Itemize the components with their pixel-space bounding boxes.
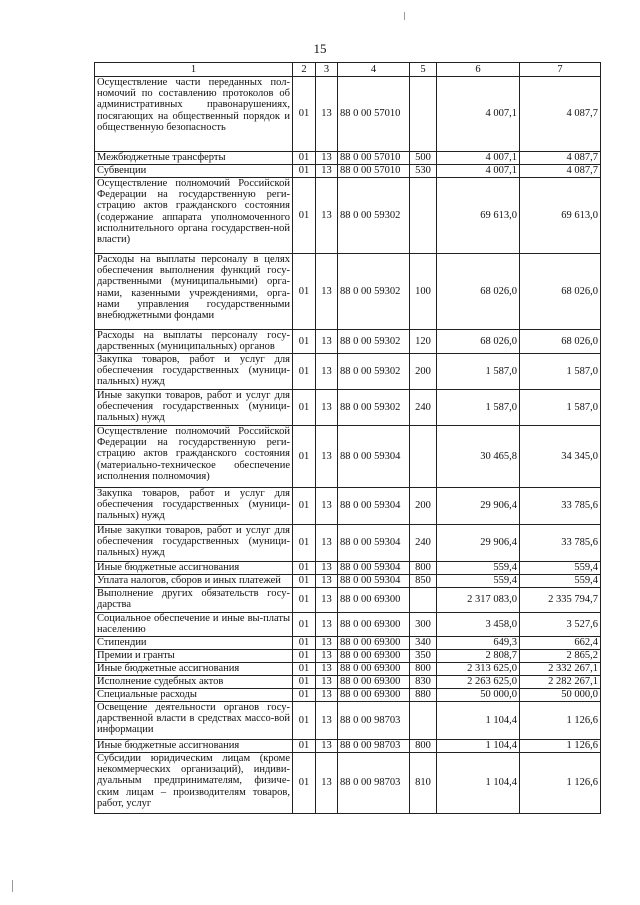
table-row [95, 613, 601, 637]
row-amount-year2: 33 785,6 [520, 488, 601, 525]
row-amount-year2: 2 332 267,1 [520, 663, 601, 676]
row-subsection: 13 [316, 702, 338, 740]
row-expense-type: 300 [410, 613, 437, 637]
row-amount-year1: 2 313 625,0 [437, 663, 520, 676]
row-subsection: 13 [316, 676, 338, 689]
row-target-article: 88 0 00 59304 [338, 488, 410, 525]
table-row [95, 575, 601, 588]
row-expense-type: 200 [410, 488, 437, 525]
row-amount-year2: 1 126,6 [520, 740, 601, 753]
row-amount-year2: 1 587,0 [520, 390, 601, 426]
row-section: 01 [293, 488, 316, 525]
row-amount-year1: 69 613,0 [437, 178, 520, 254]
table-row [95, 354, 601, 390]
row-subsection: 13 [316, 426, 338, 488]
table-row [95, 637, 601, 650]
row-expense-type [410, 702, 437, 740]
row-section: 01 [293, 77, 316, 152]
table-row [95, 562, 601, 575]
row-target-article: 88 0 00 59304 [338, 562, 410, 575]
row-target-article: 88 0 00 59302 [338, 354, 410, 390]
row-amount-year1: 2 317 083,0 [437, 588, 520, 613]
row-name: Иные бюджетные ассигнования [95, 663, 293, 676]
row-target-article: 88 0 00 59304 [338, 575, 410, 588]
table-row [95, 426, 601, 488]
row-target-article: 88 0 00 69300 [338, 613, 410, 637]
scan-speck [12, 880, 13, 892]
row-amount-year1: 4 007,1 [437, 165, 520, 178]
column-header-5: 5 [410, 63, 437, 77]
row-amount-year2: 2 865,2 [520, 650, 601, 663]
row-expense-type [410, 426, 437, 488]
row-section: 01 [293, 165, 316, 178]
row-section: 01 [293, 676, 316, 689]
row-section: 01 [293, 637, 316, 650]
row-amount-year2: 662,4 [520, 637, 601, 650]
row-subsection: 13 [316, 152, 338, 165]
row-name: Иные закупки товаров, работ и услуг для обеспечения государственных (муници-пальных) нужд [95, 390, 293, 426]
row-name: Иные бюджетные ассигнования [95, 562, 293, 575]
row-section: 01 [293, 390, 316, 426]
row-section: 01 [293, 254, 316, 330]
row-subsection: 13 [316, 588, 338, 613]
row-subsection: 13 [316, 390, 338, 426]
row-amount-year2: 50 000,0 [520, 689, 601, 702]
row-amount-year1: 4 007,1 [437, 77, 520, 152]
row-expense-type [410, 178, 437, 254]
row-expense-type: 830 [410, 676, 437, 689]
row-expense-type [410, 77, 437, 152]
row-amount-year2: 33 785,6 [520, 525, 601, 562]
row-section: 01 [293, 426, 316, 488]
row-expense-type: 530 [410, 165, 437, 178]
table-row [95, 488, 601, 525]
row-amount-year1: 4 007,1 [437, 152, 520, 165]
row-subsection: 13 [316, 650, 338, 663]
row-subsection: 13 [316, 637, 338, 650]
table-row [95, 702, 601, 740]
row-expense-type: 340 [410, 637, 437, 650]
row-section: 01 [293, 330, 316, 354]
row-amount-year2: 2 335 794,7 [520, 588, 601, 613]
row-amount-year1: 559,4 [437, 575, 520, 588]
row-target-article: 88 0 00 98703 [338, 740, 410, 753]
table-row [95, 152, 601, 165]
row-subsection: 13 [316, 165, 338, 178]
column-header-2: 2 [293, 63, 316, 77]
row-target-article: 88 0 00 59304 [338, 525, 410, 562]
row-target-article: 88 0 00 69300 [338, 650, 410, 663]
table-row [95, 77, 601, 152]
row-amount-year2: 4 087,7 [520, 165, 601, 178]
row-target-article: 88 0 00 69300 [338, 676, 410, 689]
row-amount-year2: 3 527,6 [520, 613, 601, 637]
row-amount-year2: 1 587,0 [520, 354, 601, 390]
row-target-article: 88 0 00 59302 [338, 330, 410, 354]
row-name: Закупка товаров, работ и услуг для обеспечения государственных (муници-пальных) нужд [95, 488, 293, 525]
row-expense-type: 350 [410, 650, 437, 663]
row-subsection: 13 [316, 254, 338, 330]
row-name: Расходы на выплаты персоналу в целях обеспечения выполнения функций госу-дарственными (муниципальными) орга-нами, казенными учреждениями, орга-нами управления государственными внебюджетными фондами [95, 254, 293, 330]
row-amount-year2: 68 026,0 [520, 330, 601, 354]
table-row [95, 588, 601, 613]
row-amount-year2: 4 087,7 [520, 77, 601, 152]
row-name: Премии и гранты [95, 650, 293, 663]
row-amount-year1: 559,4 [437, 562, 520, 575]
row-amount-year1: 30 465,8 [437, 426, 520, 488]
table-row [95, 650, 601, 663]
row-name: Исполнение судебных актов [95, 676, 293, 689]
row-subsection: 13 [316, 575, 338, 588]
row-amount-year2: 1 126,6 [520, 702, 601, 740]
row-amount-year1: 1 587,0 [437, 390, 520, 426]
row-target-article: 88 0 00 69300 [338, 689, 410, 702]
row-expense-type: 880 [410, 689, 437, 702]
row-name: Специальные расходы [95, 689, 293, 702]
row-name: Стипендии [95, 637, 293, 650]
row-name: Осуществление части переданных пол-номочий по составлению протоколов об административных правонарушениях, посягающих на общественный порядок и общественную безопасность [95, 77, 293, 152]
row-subsection: 13 [316, 354, 338, 390]
row-target-article: 88 0 00 57010 [338, 152, 410, 165]
row-expense-type: 200 [410, 354, 437, 390]
row-amount-year1: 1 104,4 [437, 702, 520, 740]
table-row [95, 254, 601, 330]
row-amount-year1: 3 458,0 [437, 613, 520, 637]
row-subsection: 13 [316, 178, 338, 254]
row-subsection: 13 [316, 330, 338, 354]
row-section: 01 [293, 354, 316, 390]
row-amount-year2: 559,4 [520, 562, 601, 575]
column-header-7: 7 [520, 63, 601, 77]
row-amount-year1: 649,3 [437, 637, 520, 650]
row-expense-type: 800 [410, 663, 437, 676]
row-section: 01 [293, 178, 316, 254]
row-amount-year2: 2 282 267,1 [520, 676, 601, 689]
page-number: 15 [313, 41, 327, 56]
table-row [95, 178, 601, 254]
row-amount-year2: 34 345,0 [520, 426, 601, 488]
row-target-article: 88 0 00 59302 [338, 254, 410, 330]
row-amount-year2: 4 087,7 [520, 152, 601, 165]
row-target-article: 88 0 00 57010 [338, 165, 410, 178]
table-row [95, 525, 601, 562]
row-amount-year1: 1 104,4 [437, 753, 520, 814]
row-amount-year1: 29 906,4 [437, 488, 520, 525]
row-subsection: 13 [316, 663, 338, 676]
row-target-article: 88 0 00 59304 [338, 426, 410, 488]
table-header-row [95, 63, 601, 77]
row-section: 01 [293, 525, 316, 562]
column-header-1: 1 [95, 63, 293, 77]
row-amount-year1: 29 906,4 [437, 525, 520, 562]
row-expense-type: 800 [410, 562, 437, 575]
column-header-6: 6 [437, 63, 520, 77]
table-row [95, 663, 601, 676]
row-name: Межбюджетные трансферты [95, 152, 293, 165]
row-name: Осуществление полномочий Российской Федерации на государственную реги-страцию актов гражданского состояния (содержание аппарата уполномоченного исполнительного органа государствен-ной власти) [95, 178, 293, 254]
row-amount-year2: 559,4 [520, 575, 601, 588]
row-section: 01 [293, 753, 316, 814]
row-expense-type: 100 [410, 254, 437, 330]
scan-speck [404, 12, 405, 20]
row-name: Субвенции [95, 165, 293, 178]
row-amount-year2: 1 126,6 [520, 753, 601, 814]
row-target-article: 88 0 00 98703 [338, 753, 410, 814]
table-row [95, 390, 601, 426]
row-subsection: 13 [316, 753, 338, 814]
row-expense-type: 120 [410, 330, 437, 354]
row-name: Закупка товаров, работ и услуг для обеспечения государственных (муници-пальных) нужд [95, 354, 293, 390]
row-expense-type: 800 [410, 740, 437, 753]
row-section: 01 [293, 575, 316, 588]
row-amount-year1: 2 263 625,0 [437, 676, 520, 689]
row-section: 01 [293, 702, 316, 740]
row-expense-type [410, 588, 437, 613]
table-row [95, 165, 601, 178]
row-subsection: 13 [316, 77, 338, 152]
row-section: 01 [293, 689, 316, 702]
row-name: Социальное обеспечение и иные вы-платы населению [95, 613, 293, 637]
row-section: 01 [293, 663, 316, 676]
table-row [95, 330, 601, 354]
row-amount-year1: 68 026,0 [437, 330, 520, 354]
row-subsection: 13 [316, 689, 338, 702]
row-name: Освещение деятельности органов госу-дарственной власти в средствах массо-вой информации [95, 702, 293, 740]
row-expense-type: 500 [410, 152, 437, 165]
row-amount-year2: 69 613,0 [520, 178, 601, 254]
row-subsection: 13 [316, 525, 338, 562]
table-row [95, 740, 601, 753]
table-row [95, 676, 601, 689]
row-name: Иные закупки товаров, работ и услуг для обеспечения государственных (муници-пальных) нужд [95, 525, 293, 562]
row-amount-year1: 50 000,0 [437, 689, 520, 702]
row-section: 01 [293, 613, 316, 637]
row-target-article: 88 0 00 69300 [338, 637, 410, 650]
row-expense-type: 240 [410, 390, 437, 426]
row-amount-year2: 68 026,0 [520, 254, 601, 330]
row-name: Субсидии юридическим лицам (кроме некоммерческих организаций), индиви-дуальным предпринимателям, физиче-ским лицам – производителям товаров, работ, услуг [95, 753, 293, 814]
row-section: 01 [293, 588, 316, 613]
row-section: 01 [293, 152, 316, 165]
row-target-article: 88 0 00 98703 [338, 702, 410, 740]
row-section: 01 [293, 562, 316, 575]
row-target-article: 88 0 00 57010 [338, 77, 410, 152]
row-amount-year1: 2 808,7 [437, 650, 520, 663]
row-section: 01 [293, 650, 316, 663]
budget-table [94, 62, 601, 814]
row-name: Выполнение других обязательств госу-дарства [95, 588, 293, 613]
row-amount-year1: 1 104,4 [437, 740, 520, 753]
row-expense-type: 850 [410, 575, 437, 588]
row-subsection: 13 [316, 613, 338, 637]
row-subsection: 13 [316, 488, 338, 525]
row-subsection: 13 [316, 740, 338, 753]
row-expense-type: 240 [410, 525, 437, 562]
row-target-article: 88 0 00 59302 [338, 178, 410, 254]
row-name: Иные бюджетные ассигнования [95, 740, 293, 753]
row-section: 01 [293, 740, 316, 753]
row-expense-type: 810 [410, 753, 437, 814]
column-header-4: 4 [338, 63, 410, 77]
row-subsection: 13 [316, 562, 338, 575]
row-target-article: 88 0 00 69300 [338, 588, 410, 613]
row-name: Расходы на выплаты персоналу госу-дарственных (муниципальных) органов [95, 330, 293, 354]
row-name: Уплата налогов, сборов и иных платежей [95, 575, 293, 588]
row-target-article: 88 0 00 59302 [338, 390, 410, 426]
row-amount-year1: 68 026,0 [437, 254, 520, 330]
row-name: Осуществление полномочий Российской Федерации на государственную реги-страцию актов гражданского состояния (материально-техническое обеспечение исполнения полномочия) [95, 426, 293, 488]
row-amount-year1: 1 587,0 [437, 354, 520, 390]
table-row [95, 689, 601, 702]
column-header-3: 3 [316, 63, 338, 77]
row-target-article: 88 0 00 69300 [338, 663, 410, 676]
table-row [95, 753, 601, 814]
